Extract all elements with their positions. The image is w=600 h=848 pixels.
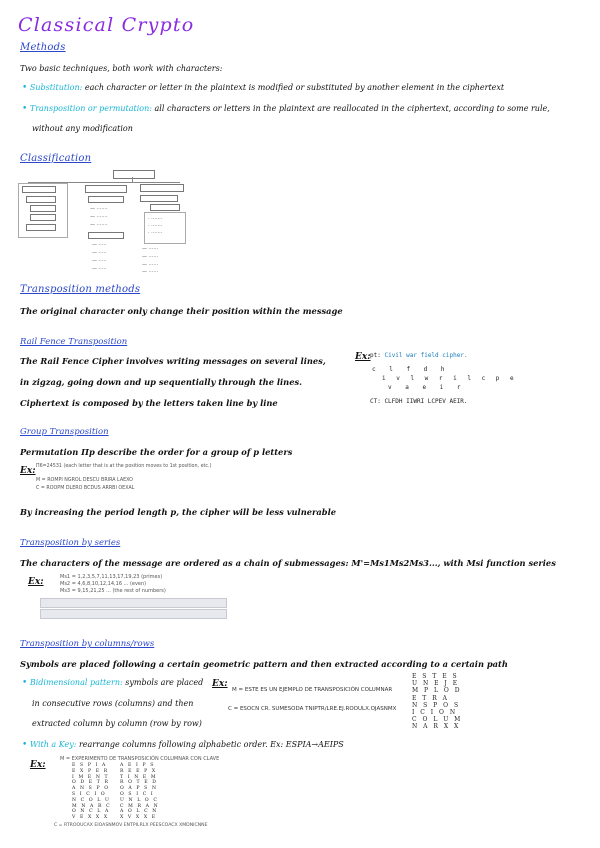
group-transposition-heading: Group Transposition (20, 427, 109, 437)
key-term: With a Key: (29, 740, 77, 749)
diagram-leaf: — ····· (92, 250, 107, 256)
bidim-text3: extracted column by column (row by row) (32, 719, 202, 728)
rail-1: c l f d h (372, 366, 450, 373)
columns-grid: E S T E S U N E J E M P L O D E T R A N S P O S I C I O N C O L U M N A R X X (412, 673, 463, 731)
key-item (22, 740, 344, 750)
bullet-icon: • (22, 740, 28, 750)
diagram-node (22, 186, 56, 193)
columns-m-line: M = ESTE ES UN EJEMPLO DE TRANSPOSICIÓN COLUMNAR (232, 687, 393, 693)
diagram-leaf: · ······· (148, 223, 163, 229)
substitution-item (22, 83, 504, 93)
key-c-line: C = RTROOUCAX EIOASNMOV ENTPILRLX PEESCOACX XMDNICNNE (54, 823, 208, 828)
diagram-leaf: — ······ (142, 269, 159, 275)
columns-heading: Transposition by columns/rows (20, 639, 155, 649)
series-row1: Ms1 = 1,2,3,5,7,11,13,17,19,23 (primes) (60, 574, 163, 580)
transposition-item (22, 104, 550, 114)
substitution-text: each character or letter in the plaintext is modified or substituted by another element in the ciphertext (82, 83, 505, 92)
methods-heading: Methods (20, 42, 66, 53)
bidim-term: Bidimensional pattern: (29, 678, 123, 687)
diagram-node (113, 170, 155, 179)
diagram-leaf: — ······· (90, 206, 108, 212)
diagram-node (140, 195, 178, 202)
series-strip (40, 609, 227, 619)
rail-fence-heading: Rail Fence Transposition (20, 337, 128, 347)
diagram-leaf: — ······ (142, 262, 159, 268)
key-grid-left: E S P I A E X P E R I M E N T O D E T R A N S P O S I C I O N C O L U M N A R C O N C L A V E X X X (72, 763, 112, 821)
bidim-text2: in consecutive rows (columns) and then (32, 699, 194, 708)
diagram-node (30, 214, 56, 221)
rail-fence-line1: The Rail Fence Cipher involves writing messages on several lines, (20, 356, 326, 366)
group-c-line: C = ROOPM DLERO BCDUS ARRBI OEXAL (36, 486, 135, 491)
series-text: The characters of the message are ordered as a chain of submessages: M'=Ms1Ms2Ms3..., with Msi function series (20, 558, 556, 568)
diagram-leaf: — ····· (92, 266, 107, 272)
diagram-node (88, 196, 124, 203)
diagram-leaf: — ······· (90, 222, 108, 228)
key-grid-right: A E I P S R E E P X T I N E M R O T E D O A P S N O S I C I U N L O C C M R A N A O L C N X V X X E (120, 763, 160, 821)
transposition-methods-text: The original character only change their position within the message (20, 306, 343, 316)
series-heading: Transposition by series (20, 538, 121, 548)
columns-ex-label: Ex: (212, 679, 228, 689)
pt-label: pt: (370, 352, 381, 359)
bullet-icon: • (22, 83, 28, 93)
series-row2: Ms2 = 4,6,8,10,12,14,16 ... (even) (60, 581, 147, 587)
series-strip (40, 598, 227, 608)
diagram-leaf: · ······· (148, 216, 163, 222)
group-transposition-text: Permutation Πp describe the order for a group of p letters (20, 447, 293, 457)
diagram-leaf: — ······ (142, 254, 159, 260)
diagram-node (30, 205, 56, 212)
rail-fence-pt (370, 352, 468, 359)
group-m-line: M = ROMPI NGROL DESCU BRIRA LAEXO (36, 478, 133, 483)
page-title: Classical Crypto (18, 14, 195, 36)
group-ex-label: Ex: (20, 466, 36, 476)
rail-fence-line2: in zigzag, going down and up sequentially through the lines. (20, 377, 303, 387)
diagram-node (85, 185, 127, 193)
classification-heading: Classification (20, 153, 92, 164)
series-ex-label: Ex: (28, 577, 44, 587)
diagram-node (26, 196, 56, 203)
key-m-line: M = EXPERIMENTO DE TRANSPOSICIÓN COLUMNAR CON CLAVE (60, 756, 220, 762)
diagram-leaf: — ····· (92, 258, 107, 264)
diagram-node (26, 224, 56, 231)
rail-2: i v l w r i l c p e (382, 375, 518, 382)
series-row3: Ms3 = 9,15,21,25 ... (the rest of numbers) (60, 588, 166, 594)
rail-fence-ex-label: Ex: (355, 352, 371, 362)
diagram-leaf: — ····· (92, 242, 107, 248)
rail-fence-ct: CT: CLFDH IIWRI LCPEV AEIR. (370, 398, 468, 405)
bullet-icon: • (22, 678, 28, 688)
diagram-leaf: · ······· (148, 230, 163, 236)
diagram-node (150, 204, 180, 211)
group-note: Π6=24531 (each letter that is at the position moves to 1st position, etc.) (36, 464, 212, 469)
pt-value: Civil war field cipher. (384, 352, 468, 359)
transposition-methods-heading: Transposition methods (20, 284, 141, 295)
methods-intro: Two basic techniques, both work with characters: (20, 64, 223, 73)
group-bottom-text: By increasing the period length p, the cipher will be less vulnerable (20, 507, 337, 517)
bullet-icon: • (22, 104, 28, 114)
columns-c-line: C = ESOCN CR. SUMESODA TNIPTR/LRE.EJ.ROOULX.OJASNMX (228, 706, 397, 712)
transposition-text: all characters or letters in the plaintext are reallocated in the ciphertext, according to some rule, (151, 104, 550, 113)
bidim-item (22, 678, 203, 688)
substitution-term: Substitution: (29, 83, 83, 92)
rail-3: v a e i r (388, 384, 466, 391)
key-text: rearrange columns following alphabetic order. Ex: ESPIA→AEIPS (76, 740, 344, 749)
bidim-text: symbols are placed (122, 678, 204, 687)
transposition-text-cont: without any modification (32, 124, 133, 133)
key-ex-label: Ex: (30, 760, 46, 770)
columns-text: Symbols are placed following a certain geometric pattern and then extracted according to a certain path (20, 659, 508, 669)
diagram-leaf: — ······· (90, 214, 108, 220)
transposition-term: Transposition or permutation: (29, 104, 152, 113)
diagram-node (140, 184, 184, 192)
diagram-node (88, 232, 124, 239)
diagram-connector (132, 177, 133, 182)
diagram-leaf: — ······ (142, 246, 159, 252)
rail-fence-line3: Ciphertext is composed by the letters taken line by line (20, 398, 278, 408)
